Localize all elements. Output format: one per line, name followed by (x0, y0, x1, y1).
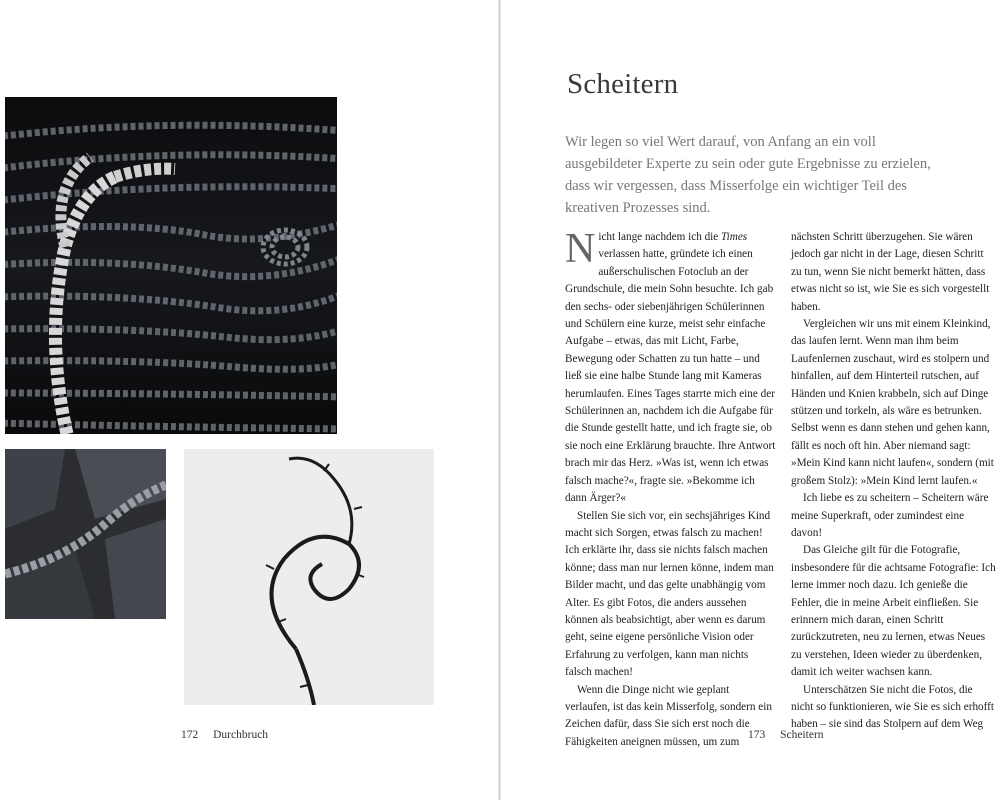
paragraph: Das Gleiche gilt für die Fotografie, insbesondere für die achtsame Fotografie: Ich lerne immer noch dazu. Ich genieße die Fehler, die in meine Arbeit einfließen. Sie erinnern mich daran, einen Schritt zurückzutreten, neu zu lernen, etwas Neues zu verstehen, Ideen wieder zu überdenken, damit ich weiter wachsen kann. (791, 544, 996, 679)
right-folio (748, 729, 824, 741)
paragraph: Unterschätzen Sie nicht die Fotos, die nicht so funktionieren, wie Sie es sich erhofft haben – sie sind das Stolpern auf dem Weg (791, 683, 994, 731)
chapter-intro: Wir legen so viel Wert darauf, von Anfang an ein voll ausgebildeter Experte zu sein oder gute Ergebnisse zu erzielen, dass wir vergessen, dass Misserfolge ein wichtiger Teil des kreativen Prozesses sind. (565, 134, 931, 216)
thorny-spiral-photo (184, 449, 434, 705)
chapter-title: Scheitern (567, 68, 679, 100)
paragraph: Vergleichen wir uns mit einem Kleinkind, das laufen lernt. Wenn man ihm beim Laufenlernen zuschaut, wird es stolpern und hinfallen, auf dem Hinterteil rutschen, auf Händen und Knien krabbeln, sich auf Dinge stützen und torkeln, als wäre es betrunken. Selbst wenn es dann stehen und gehen kann, fällt es noch oft hin. Aber niemand sagt: »Mein Kind kann nicht laufen«, sondern (mit großem Stolz): »Mein Kind lernt laufen.« (791, 318, 994, 487)
page-number: 172 (181, 729, 199, 741)
text-column-1 (565, 226, 777, 751)
left-page (0, 0, 499, 800)
rope-on-stone-photo (5, 449, 166, 619)
right-page (501, 0, 1000, 800)
left-folio (181, 729, 268, 741)
page-number: 173 (748, 729, 766, 741)
rope-coil-photo (5, 97, 337, 434)
text-column-2 (791, 229, 996, 734)
running-head: Scheitern (780, 729, 824, 741)
paragraph: nächsten Schritt überzugehen. Sie wären jedoch gar nicht in der Lage, diesen Schritt zu tun, wenn Sie nicht bemerkt hätten, dass etwas nicht so ist, wie Sie es sich vorgestellt haben. (791, 231, 990, 313)
drop-cap: N (565, 226, 596, 272)
paragraph: Wenn die Dinge nicht wie geplant verlaufen, ist das kein Misserfolg, sondern ein Zeichen dafür, dass Sie sich erst noch die Fähigkeiten aneignen müssen, um zum (565, 683, 772, 748)
paragraph: Ich liebe es zu scheitern – Scheitern wäre meine Superkraft, oder zumindest eine davon! (791, 492, 989, 539)
paragraph: Nicht lange nachdem ich die Times verlassen hatte, gründete ich einen außerschulischen Fotoclub an der Grundschule, die mein Sohn besuchte. Ich gab den sechs- oder siebenjährigen Schülerinnen und Schülern eine kurze, meist sehr einfache Aufgabe – etwas, das mit Licht, Farbe, Bewegung oder Schatten zu tun hatte – und ließ sie eine halbe Stunde lang mit Kameras herumlaufen. Eines Tages starrte mich eine der Schülerinnen an, nachdem ich die Aufgabe für die Stunde gestellt hatte, und ich fragte sie, ob sie noch eine Erklärung brauchte. Ihre Antwort brach mir das Herz. »Was ist, wenn ich etwas falsch mache?«, fragte sie. »Bekomme ich dann Ärger?« (565, 226, 776, 505)
paragraph: Stellen Sie sich vor, ein sechsjähriges Kind macht sich Sorgen, etwas falsch zu machen! Ich erklärte ihr, dass sie nichts falsch machen könne; dass man nur lernen könne, indem man Bilder macht, und das gelte unabhängig vom Alter. Es gibt Fotos, die anders aussehen können als beabsichtigt, aber wenn es darum geht, seine eigene persönliche Vision oder Erfahrung zu verfolgen, kann man nichts falsch machen! (565, 509, 774, 679)
running-head: Durchbruch (213, 729, 269, 741)
